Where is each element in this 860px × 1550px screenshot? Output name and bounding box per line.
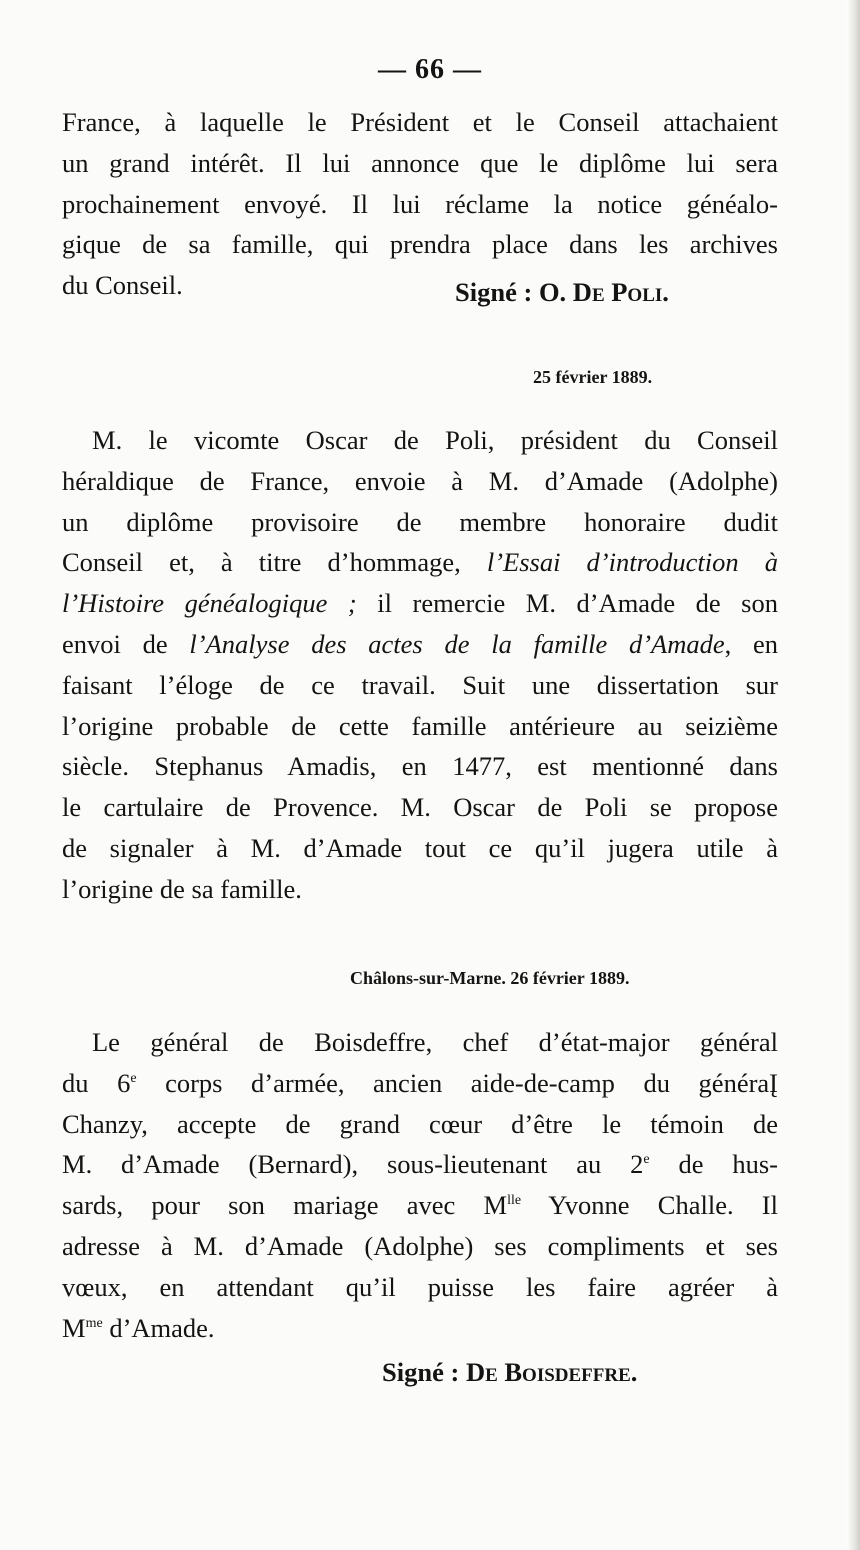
signature-name: O. De Poli.	[538, 277, 669, 307]
text-line: du Conseil.	[62, 270, 183, 301]
text-line: M. le vicomte Oscar de Poli, président du Conseil	[92, 425, 778, 455]
text-line: siècle. Stephanus Amadis, en 1477, est mentionné dans	[62, 751, 778, 782]
text-run: M. d’Amade (Bernard), sous-lieutenant au 2	[62, 1149, 644, 1180]
text-line: un grand intérêt. Il lui annonce que le diplôme lui sera	[62, 147, 778, 178]
signature-name: De Boisdeffre.	[465, 1357, 638, 1387]
italic-title: l’Essai d’introduction à	[486, 547, 778, 578]
text-run: du 6	[62, 1067, 131, 1098]
text-run: corps d’armée, ancien aide-de-camp du généraĮ	[136, 1067, 778, 1098]
page-edge	[846, 0, 860, 1550]
italic-title: l’Analyse des actes de la famille d’Amade	[189, 628, 725, 659]
text-line	[62, 1308, 778, 1349]
paragraph-3	[62, 1022, 778, 1348]
text-run: sards, pour son mariage avec M	[62, 1190, 508, 1221]
text-run: Conseil et, à titre d’hommage,	[62, 547, 487, 578]
signature-de-poli	[455, 277, 669, 308]
paragraph-2	[62, 420, 778, 910]
text-line	[62, 1063, 778, 1104]
text-line: gique de sa famille, qui prendra place dans les archives	[62, 229, 778, 260]
text-run: M	[62, 1312, 86, 1343]
text-line	[62, 1185, 778, 1226]
text-run: , en	[724, 628, 779, 659]
text-line	[62, 542, 778, 583]
paragraph-1	[62, 102, 778, 306]
text-line: France, à laquelle le Président et le Conseil attachaient	[62, 107, 778, 137]
text-line: le cartulaire de Provence. M. Oscar de Poli se propose	[62, 792, 778, 823]
text-line: héraldique de France, envoie à M. d’Amade (Adolphe)	[62, 465, 778, 496]
text-line: l’origine de sa famille.	[62, 873, 302, 904]
superscript: e	[130, 1070, 137, 1086]
superscript: e	[643, 1152, 650, 1168]
text-line: un diplôme provisoire de membre honoraire dudit	[62, 506, 778, 537]
text-line: Le général de Boisdeffre, chef d’état-major général	[92, 1027, 778, 1057]
text-run: envoi de	[62, 628, 190, 659]
signature-prefix: Signé :	[382, 1357, 466, 1387]
italic-title: l’Histoire généalogique ;	[62, 588, 357, 619]
text-line: adresse à M. d’Amade (Adolphe) ses compliments et ses	[62, 1230, 778, 1261]
text-line: prochainement envoyé. Il lui réclame la notice généalo-	[62, 188, 778, 219]
text-line: vœux, en attendant qu’il puisse les faire agréer à	[62, 1271, 778, 1302]
text-line: l’origine probable de cette famille antérieure au seizième	[62, 710, 778, 741]
text-line	[62, 1144, 778, 1185]
text-line: faisant l’éloge de ce travail. Suit une dissertation sur	[62, 669, 778, 700]
text-run: Yvonne Challe. Il	[521, 1190, 778, 1221]
text-line: Chanzy, accepte de grand cœur d’être le témoin de	[62, 1108, 778, 1139]
text-line: de signaler à M. d’Amade tout ce qu’il jugera utile à	[62, 832, 778, 863]
page-number: — 66 —	[378, 54, 482, 85]
date-line: 25 février 1889.	[533, 367, 653, 387]
text-line	[62, 583, 778, 624]
signature-de-boisdeffre	[382, 1357, 637, 1388]
text-run: il remercie M. d’Amade de son	[356, 588, 778, 619]
text-line	[62, 624, 778, 665]
superscript: lle	[507, 1193, 522, 1209]
superscript: me	[85, 1315, 103, 1331]
text-run: d’Amade.	[102, 1312, 215, 1343]
place-date-line: Châlons-sur-Marne. 26 février 1889.	[350, 968, 630, 988]
signature-prefix: Signé :	[455, 277, 539, 307]
text-run: de hus-	[649, 1149, 778, 1180]
